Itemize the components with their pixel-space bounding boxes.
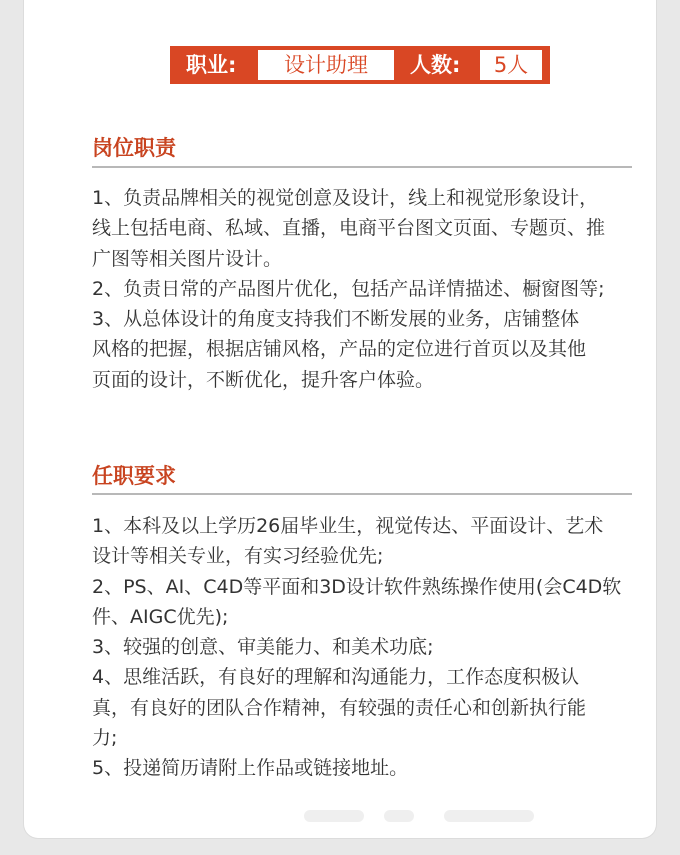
- job-info-bar: [170, 46, 550, 84]
- responsibilities-heading: 岗位职责: [92, 136, 176, 160]
- requirement-line: 2、PS、AI、C4D等平面和3D设计软件熟练操作使用(会C4D软: [92, 575, 622, 598]
- requirement-line: 件、AIGC优先);: [92, 605, 229, 628]
- requirements-divider: [92, 493, 632, 495]
- responsibility-line: 页面的设计，不断优化，提升客户体验。: [92, 368, 435, 391]
- decorative-brush-stroke: [444, 810, 534, 822]
- responsibility-line: 3、从总体设计的角度支持我们不断发展的业务，店铺整体: [92, 308, 580, 331]
- responsibility-line: 风格的把握，根据店铺风格，产品的定位进行首页以及其他: [92, 338, 587, 361]
- responsibilities-divider: [92, 166, 632, 168]
- requirement-line: 3、较强的创意、审美能力、和美术功底;: [92, 636, 434, 659]
- job-title-value: 设计助理: [258, 50, 394, 80]
- job-title-label: 职业:: [186, 53, 237, 77]
- requirement-line: 真，有良好的团队合作精神，有较强的责任心和创新执行能: [92, 696, 587, 719]
- requirement-line: 力;: [92, 727, 118, 750]
- responsibility-line: 2、负责日常的产品图片优化，包括产品详情描述、橱窗图等;: [92, 277, 605, 300]
- decorative-brush-stroke: [304, 810, 364, 822]
- responsibility-line: 线上包括电商、私域、直播，电商平台图文页面、专题页、推: [92, 217, 606, 240]
- job-card: [24, 0, 656, 838]
- headcount-value: 5人: [480, 50, 542, 80]
- responsibilities-list: [92, 183, 638, 395]
- headcount-label: 人数:: [410, 53, 461, 77]
- requirement-line: 4、思维活跃，有良好的理解和沟通能力，工作态度积极认: [92, 666, 580, 689]
- responsibility-line: 广图等相关图片设计。: [92, 247, 283, 270]
- requirement-line: 1、本科及以上学历26届毕业生，视觉传达、平面设计、艺术: [92, 515, 604, 537]
- requirements-heading: 任职要求: [92, 464, 176, 488]
- responsibility-line: 1、负责品牌相关的视觉创意及设计，线上和视觉形象设计，: [92, 187, 599, 209]
- requirements-list: [92, 511, 638, 784]
- decorative-brush-stroke: [384, 810, 414, 822]
- requirement-line: 设计等相关专业，有实习经验优先;: [92, 545, 384, 568]
- requirement-line: 5、投递简历请附上作品或链接地址。: [92, 757, 409, 780]
